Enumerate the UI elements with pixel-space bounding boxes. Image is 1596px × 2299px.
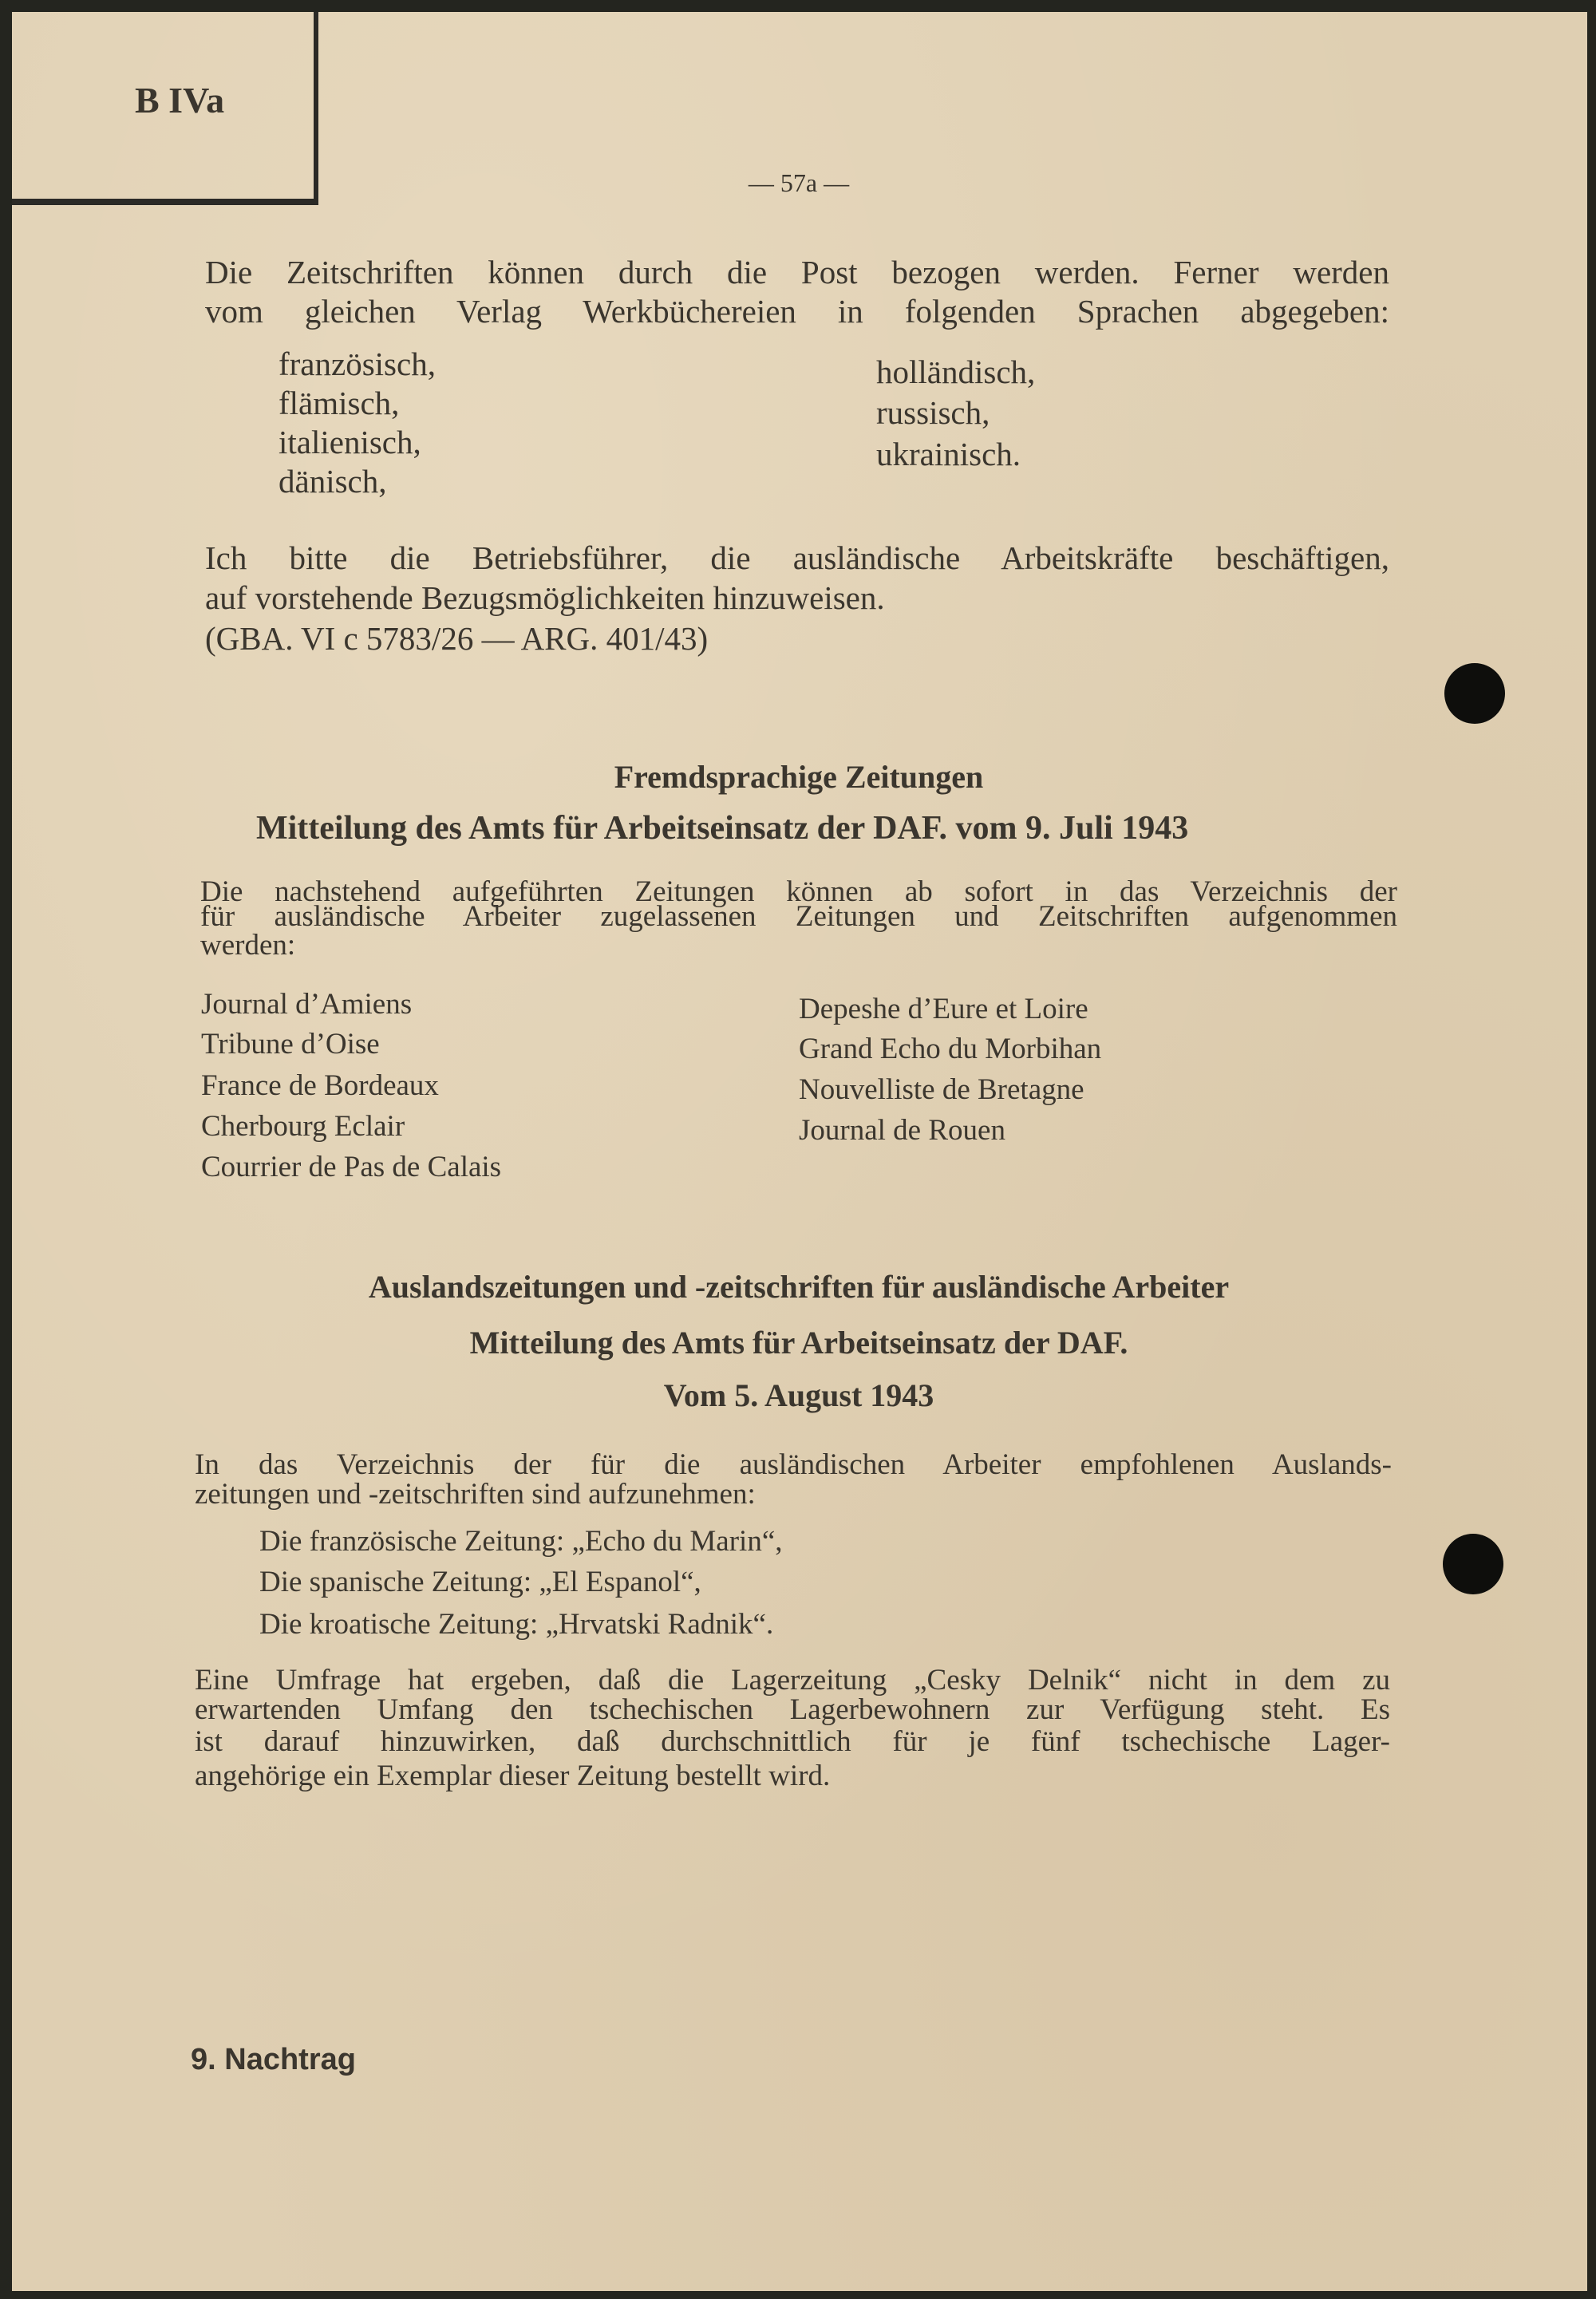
newspaper-item: Die französische Zeitung: „Echo du Marin“, <box>259 1525 783 1558</box>
language-item: französisch, <box>279 346 436 382</box>
language-item: russisch, <box>876 394 990 431</box>
newspaper-item: France de Bordeaux <box>201 1069 439 1102</box>
newspaper-item: Nouvelliste de Bretagne <box>799 1073 1084 1106</box>
section-title: Auslandszeitungen und -zeitschriften für ausländische Arbeiter <box>368 1269 1230 1305</box>
section-subtitle: Mitteilung des Amts für Arbeitseinsatz der DAF. vom 9. Juli 1943 <box>256 810 1189 847</box>
section-date: Vom 5. August 1943 <box>663 1377 934 1413</box>
text-line: vom gleichen Verlag Werkbüchereien in folgenden Sprachen abgegeben: <box>205 293 1389 330</box>
text-line: auf vorstehende Bezugsmöglichkeiten hinzuweisen. <box>205 579 885 616</box>
supplement-label: 9. Nachtrag <box>191 2043 356 2076</box>
language-item: dänisch, <box>279 463 387 500</box>
newspaper-item: Journal d’Amiens <box>201 988 413 1021</box>
newspaper-item: Tribune d’Oise <box>201 1028 380 1061</box>
newspaper-item: Cherbourg Eclair <box>201 1110 405 1143</box>
newspaper-item: Journal de Rouen <box>799 1114 1005 1147</box>
section-title: Fremdsprachige Zeitungen <box>614 759 984 795</box>
text-line: angehörige ein Exemplar dieser Zeitung bestellt wird. <box>195 1760 831 1792</box>
text-line: In das Verzeichnis der für die ausländischen Arbeiter empfohlenen Auslands- <box>195 1448 1392 1481</box>
text-line: erwartenden Umfang den tschechischen Lagerbewohnern zur Verfügung steht. Es <box>195 1693 1390 1726</box>
text-line: werden: <box>200 929 296 962</box>
section-box-border <box>314 12 318 205</box>
page-number: — 57a — <box>748 168 850 197</box>
section-label: B IVa <box>135 80 225 120</box>
text-line: Die Zeitschriften können durch die Post bezogen werden. Ferner werden <box>205 254 1389 290</box>
text-line: Ich bitte die Betriebsführer, die ausländische Arbeitskräfte beschäftigen, <box>205 539 1389 576</box>
text-line: Die nachstehend aufgeführten Zeitungen können ab sofort in das Verzeichnis der <box>200 875 1397 908</box>
text-line: Eine Umfrage hat ergeben, daß die Lagerzeitung „Cesky Delnik“ nicht in dem zu <box>195 1664 1390 1697</box>
text-line: zeitungen und -zeitschriften sind aufzunehmen: <box>195 1478 756 1511</box>
language-item: ukrainisch. <box>876 436 1021 472</box>
text-line: für ausländische Arbeiter zugelassenen Zeitungen und Zeitschriften aufgenommen <box>200 900 1397 933</box>
punch-hole <box>1443 1534 1503 1594</box>
punch-hole <box>1444 663 1505 724</box>
section-box-border <box>12 199 318 205</box>
newspaper-item: Depeshe d’Eure et Loire <box>799 993 1088 1025</box>
text-line: ist darauf hinzuwirken, daß durchschnittlich für je fünf tschechische Lager- <box>195 1725 1390 1758</box>
language-item: flämisch, <box>279 385 400 421</box>
newspaper-item: Courrier de Pas de Calais <box>201 1151 502 1183</box>
newspaper-item: Grand Echo du Morbihan <box>799 1033 1102 1065</box>
section-subtitle: Mitteilung des Amts für Arbeitseinsatz der DAF. <box>469 1325 1128 1361</box>
document-page <box>12 12 1587 2291</box>
language-item: italienisch, <box>279 424 421 460</box>
newspaper-item: Die kroatische Zeitung: „Hrvatski Radnik“. <box>259 1608 774 1641</box>
newspaper-item: Die spanische Zeitung: „El Espanol“, <box>259 1566 701 1598</box>
language-item: holländisch, <box>876 354 1036 390</box>
reference-line: (GBA. VI c 5783/26 — ARG. 401/43) <box>205 620 709 657</box>
